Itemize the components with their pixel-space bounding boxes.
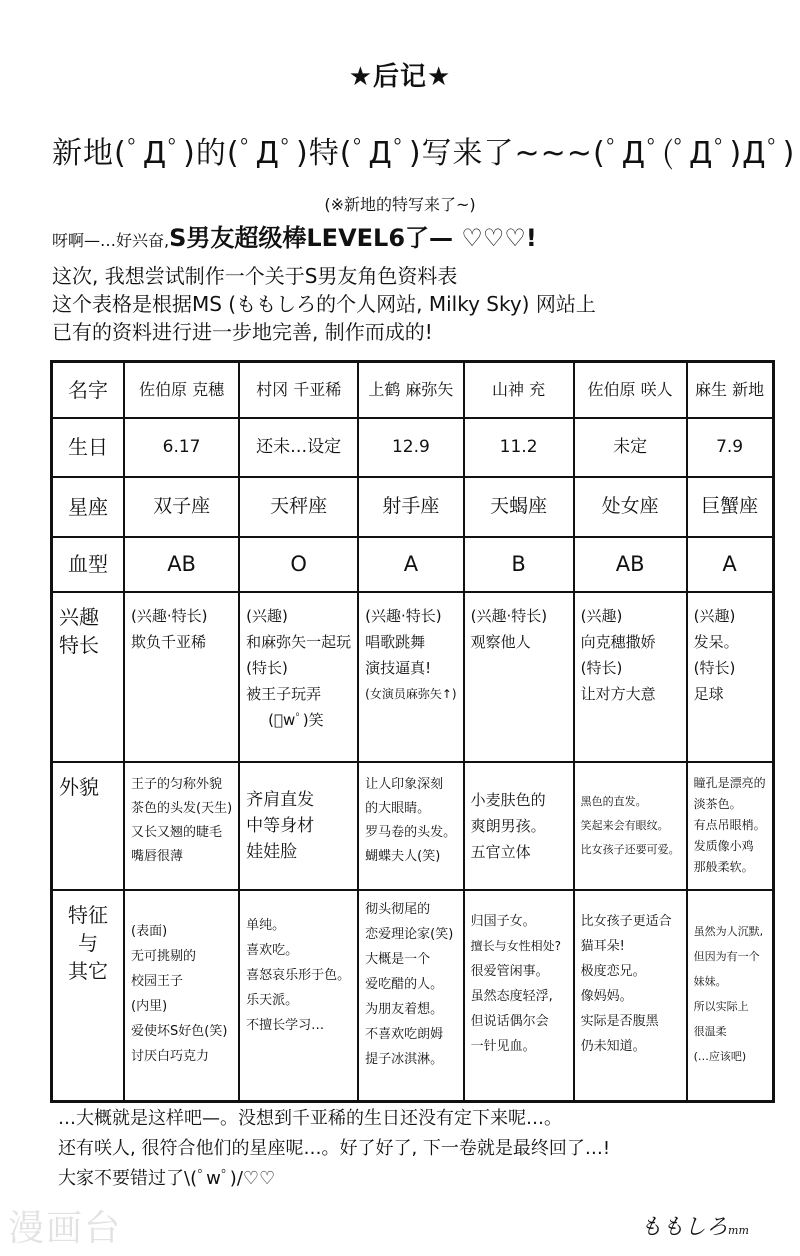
cell-name: 佐伯原 咲人 xyxy=(574,362,687,418)
intro-line: 已有的资料进行进一步地完善, 制作而成的! xyxy=(52,320,433,344)
cell-traits: 单纯。 喜欢吃。 喜怒哀乐形于色。 乐天派。 不擅长学习… xyxy=(239,890,358,1102)
table-row-birthday xyxy=(52,418,774,477)
table-row-name xyxy=(52,362,774,418)
cell-hobby: (兴趣) 发呆。 (特长) 足球 xyxy=(687,592,774,762)
headline-translation-note: (※新地的特写来了~) xyxy=(324,195,476,214)
intro-paragraph xyxy=(52,262,596,346)
cell-birthday: 未定 xyxy=(574,418,687,477)
cell-sign: 射手座 xyxy=(358,477,463,537)
cell-appearance: 黑色的直发。 笑起来会有眼纹。 比女孩子还要可爱。 xyxy=(574,762,687,890)
cell-name: 佐伯原 克穗 xyxy=(124,362,239,418)
cell-blood: A xyxy=(687,537,774,592)
page-title: ★后记★ xyxy=(348,62,452,92)
row-label-name: 名字 xyxy=(52,362,125,418)
cell-birthday: 11.2 xyxy=(464,418,574,477)
cell-birthday: 7.9 xyxy=(687,418,774,477)
table-row-appearance xyxy=(52,762,774,890)
closing-line: 还有咲人, 很符合他们的星座呢…。好了好了, 下一卷就是最终回了…! xyxy=(58,1138,611,1159)
cell-traits: 归国子女。 擅长与女性相处? 很爱管闲事。 虽然态度轻浮, 但说话偶尔会 一针见血。 xyxy=(464,890,574,1102)
table-row-traits xyxy=(52,890,774,1102)
character-profile-table xyxy=(50,360,775,1103)
cell-sign: 双子座 xyxy=(124,477,239,537)
cell-appearance: 瞳孔是漂亮的 淡茶色。 有点吊眼梢。 发质像小鸡 那般柔软。 xyxy=(687,762,774,890)
cell-sign: 处女座 xyxy=(574,477,687,537)
cell-sign: 天秤座 xyxy=(239,477,358,537)
closing-line: …大概就是这样吧—。没想到千亚稀的生日还没有定下来呢…。 xyxy=(58,1108,562,1129)
table-row-blood xyxy=(52,537,774,592)
exclaim-line xyxy=(52,218,537,253)
closing-line: 大家不要错过了\(ﾟwﾟ)/♡♡ xyxy=(58,1168,276,1189)
table-row-hobby xyxy=(52,592,774,762)
cell-name: 上鹤 麻弥矢 xyxy=(358,362,463,418)
cell-appearance: 王子的匀称外貌 茶色的头发(天生) 又长又翘的睫毛 嘴唇很薄 xyxy=(124,762,239,890)
author-signature: ももしろmm xyxy=(640,1215,749,1240)
cell-name: 山神 充 xyxy=(464,362,574,418)
cell-blood: A xyxy=(358,537,463,592)
headline: 新地(ﾟДﾟ)的(ﾟДﾟ)特(ﾟДﾟ)写来了~~~(ﾟДﾟ(ﾟДﾟ)Дﾟ) xyxy=(52,136,796,171)
closing-remarks xyxy=(58,1104,610,1194)
cell-sign: 天蝎座 xyxy=(464,477,574,537)
intro-line: 这次, 我想尝试制作一个关于S男友角色资料表 xyxy=(52,264,458,288)
cell-traits: 彻头彻尾的 恋爱理论家(笑) 大概是一个 爱吃醋的人。 为朋友着想。 不喜欢吃朗姆 提子冰淇淋。 xyxy=(358,890,463,1102)
watermark-logo: 漫画台 xyxy=(8,1208,123,1249)
exclaim-big: S男友超级棒LEVEL6了— ♡♡♡! xyxy=(169,224,537,252)
row-label-sign: 星座 xyxy=(52,477,125,537)
cell-hobby: (兴趣·特长) 观察他人 xyxy=(464,592,574,762)
cell-appearance: 让人印象深刻 的大眼睛。 罗马卷的头发。 蝴蝶夫人(笑) xyxy=(358,762,463,890)
cell-appearance: 齐肩直发 中等身材 娃娃脸 xyxy=(239,762,358,890)
row-label-hobby: 兴趣 特长 xyxy=(52,592,125,762)
cell-sign: 巨蟹座 xyxy=(687,477,774,537)
cell-birthday: 6.17 xyxy=(124,418,239,477)
cell-appearance: 小麦肤色的 爽朗男孩。 五官立体 xyxy=(464,762,574,890)
cell-hobby: (兴趣) 向克穗撒娇 (特长) 让对方大意 xyxy=(574,592,687,762)
exclaim-small: 呀啊—…好兴奋, xyxy=(52,231,170,250)
row-label-blood: 血型 xyxy=(52,537,125,592)
cell-hobby: (兴趣·特长) 唱歌跳舞 演技逼真! (女演员麻弥矢↑) xyxy=(358,592,463,762)
row-label-birthday: 生日 xyxy=(52,418,125,477)
cell-traits: 比女孩子更适合 猫耳朵! 极度恋兄。 像妈妈。 实际是否腹黑 仍未知道。 xyxy=(574,890,687,1102)
row-label-traits: 特征 与 其它 xyxy=(52,890,125,1102)
cell-name: 村冈 千亚稀 xyxy=(239,362,358,418)
table-row-sign xyxy=(52,477,774,537)
cell-name: 麻生 新地 xyxy=(687,362,774,418)
cell-birthday: 12.9 xyxy=(358,418,463,477)
cell-birthday: 还未…设定 xyxy=(239,418,358,477)
cell-traits: 虽然为人沉默, 但因为有一个 妹妹。 所以实际上 很温柔 (…应该吧) xyxy=(687,890,774,1102)
intro-line: 这个表格是根据MS (ももしろ的个人网站, Milky Sky) 网站上 xyxy=(52,292,596,316)
cell-hobby: (兴趣·特长) 欺负千亚稀 xyxy=(124,592,239,762)
cell-blood: AB xyxy=(124,537,239,592)
cell-hobby: (兴趣) 和麻弥矢一起玩 (特长) 被王子玩弄 (ﾟwﾟ)笑 xyxy=(239,592,358,762)
cell-blood: B xyxy=(464,537,574,592)
row-label-appearance: 外貌 xyxy=(52,762,125,890)
cell-traits: (表面) 无可挑剔的 校园王子 (内里) 爱使坏S好色(笑) 讨厌白巧克力 xyxy=(124,890,239,1102)
cell-blood: O xyxy=(239,537,358,592)
cell-blood: AB xyxy=(574,537,687,592)
